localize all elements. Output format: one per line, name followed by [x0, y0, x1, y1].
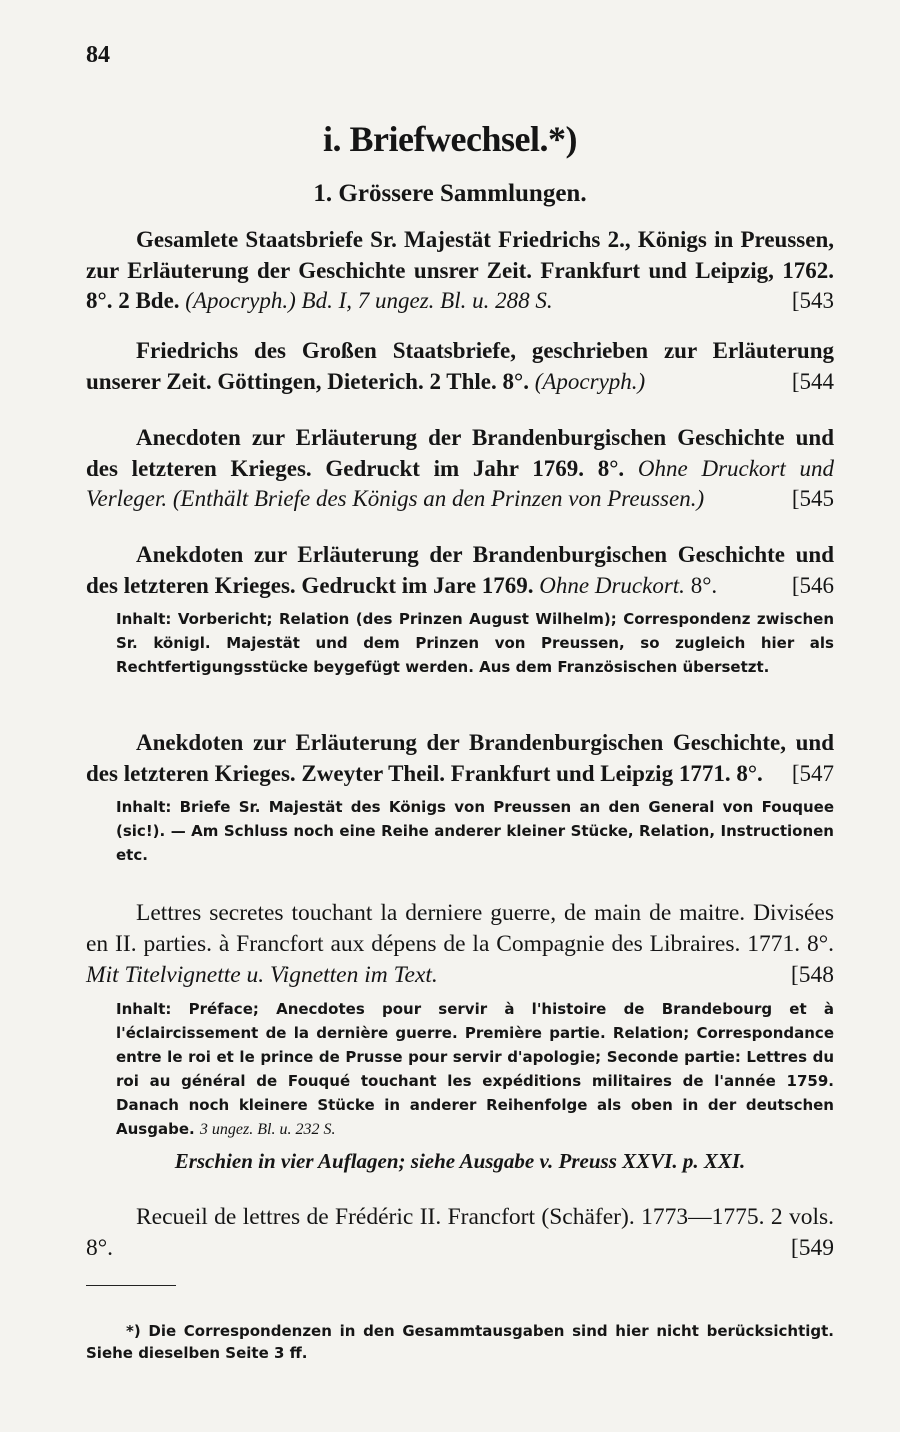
entry-italic: Mit Titelvignette u. Vignetten im Text. [86, 962, 438, 988]
footnote: *) Die Correspondenzen in den Gesammtausgaben sind hier nicht berücksichtigt. Siehe dieselben Seite 3 ff. [86, 1322, 834, 1362]
section-title: i. Briefwechsel.*) [323, 119, 577, 159]
entry-number: [548 [790, 962, 834, 988]
footnote-rule [86, 1285, 176, 1286]
entry-text: Anekdoten zur Erläuterung der Brandenburgischen Geschichte, und des letzteren Krieges. Zweyter Theil. Frankfurt und Leipzig 1771. 8°. [86, 730, 834, 786]
entry-number: [549 [790, 1235, 834, 1261]
entry-note: Inhalt: Briefe Sr. Majestät des Königs von Preussen an den General von Fouquee (sic!). — Am Schluss noch eine Reihe anderer kleiner Stücke, Relation, Instructionen etc. [116, 798, 834, 864]
entry-text: Lettres secretes touchant la derniere guerre, de main de maitre. Divisées en II. parties. à Francfort aux dépens de la Compagnie des Libraires. 1771. 8°. [86, 900, 834, 957]
entry-544 [86, 336, 834, 397]
entry-italic: Ohne Druckort. [539, 572, 685, 598]
page-number: 84 [86, 42, 110, 68]
entry-543 [86, 225, 834, 317]
entry-text: Friedrichs des Großen Staatsbriefe, geschrieben zur Erläuterung unserer Zeit. Göttingen, Dieterich. 2 Thle. 8°. [86, 338, 834, 394]
subsection-title: 1. Grössere Sammlungen. [313, 180, 587, 207]
entry-number: [545 [791, 486, 834, 511]
entry-number: [543 [791, 288, 834, 313]
entry-text: Anekdoten zur Erläuterung der Brandenburgischen Geschichte und des letzteren Krieges. Gedruckt im Jare 1769. [86, 542, 834, 598]
entry-note [86, 997, 834, 1142]
entry-note-italic: 3 ungez. Bl. u. 232 S. [199, 1121, 336, 1138]
entry-546 [86, 540, 834, 679]
entry-545 [86, 423, 834, 515]
entry-note: Inhalt: Vorbericht; Relation (des Prinzen August Wilhelm); Correspondenz zwischen Sr. königl. Majestät und dem Prinzen von Preussen, so zugleich hier als Rechtfertigungsstücke beygefügt werden. Aus dem Französischen übersetzt. [116, 610, 834, 676]
entry-number: [546 [791, 572, 834, 598]
entry-number: [544 [791, 368, 834, 394]
entry-after: 8°. [690, 572, 718, 598]
entry-text: Anecdoten zur Erläuterung der Brandenburgischen Geschichte und des letzteren Krieges. Gedruckt im Jahr 1769. 8°. [86, 425, 834, 481]
entry-italic: (Apocryph.) [534, 368, 646, 394]
entry-549 [86, 1202, 834, 1264]
entry-text: Recueil de lettres de Frédéric II. Francfort (Schäfer). 1773—1775. 2 vols. 8°. [86, 1204, 834, 1261]
entry-note-text: Inhalt: Préface; Anecdotes pour servir à l'histoire de Brandebourg et à l'éclaircissement de la dernière guerre. Première partie. Relation; Correspondance entre le roi et le prince de Prusse pour servir d'apologie; Seconde partie: Lettres du roi au général de Fouqué touchant les expéditions militaires de l'année 1759. Danach noch kleinere Stücke in anderer Reihenfolge als oben in der deutschen Ausgabe. [116, 1000, 834, 1138]
entry-text: Gesamlete Staatsbriefe Sr. Majestät Friedrichs 2., Königs in Preussen, zur Erläuterung der Geschichte unsrer Zeit. Frankfurt und Leipzig, 1762. 8°. 2 Bde. [86, 227, 834, 313]
entry-548 [86, 898, 834, 1177]
entry-italic: Ohne Druckort und Verleger. (Enthält Briefe des Königs an den Prinzen von Preussen.) [86, 455, 834, 511]
entry-italic: (Apocryph.) Bd. I, 7 ungez. Bl. u. 288 S. [185, 288, 553, 313]
entry-547 [86, 728, 834, 867]
entry-number: [547 [791, 760, 834, 786]
entry-tail: Erschien in vier Auflagen; siehe Ausgabe v. Preuss XXVI. p. XXI. [174, 1149, 746, 1173]
